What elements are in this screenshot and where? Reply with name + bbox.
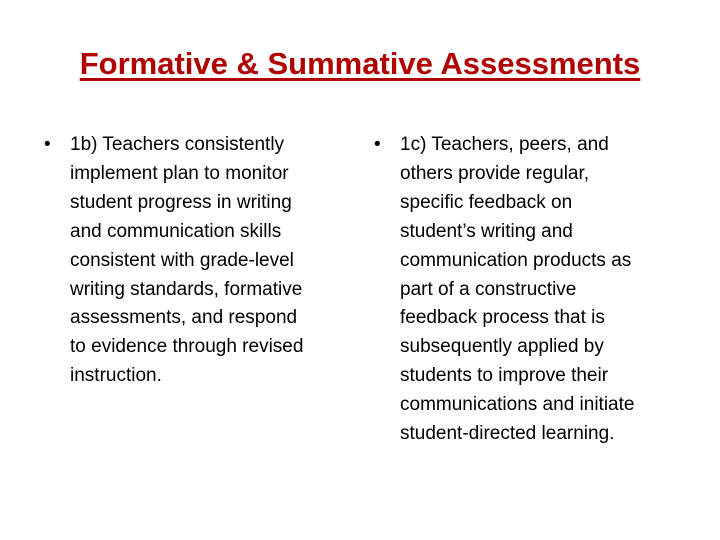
- text-line: communication products as: [400, 249, 632, 271]
- text-line: 1b) Teachers consistently: [70, 134, 285, 155]
- text-line: 1c) Teachers, peers, and: [400, 134, 609, 155]
- text-line: to evidence through revised: [70, 336, 304, 358]
- text-line: part of a constructive: [400, 278, 577, 300]
- text-line: specific feedback on: [400, 191, 573, 213]
- text-line: subsequently applied by: [400, 336, 604, 358]
- bullet-icon: •: [374, 134, 381, 155]
- text-line: student-directed learning.: [400, 423, 615, 445]
- text-line: and communication skills: [70, 220, 282, 242]
- bullet-1c: [374, 131, 635, 449]
- text-line: feedback process that is: [400, 307, 605, 329]
- text-line: consistent with grade-level: [70, 249, 294, 271]
- text-line: communications and initiate: [400, 394, 635, 416]
- text-line: others provide regular,: [400, 162, 590, 184]
- bullet-icon: •: [44, 134, 51, 155]
- bullet-1b: [44, 131, 304, 391]
- text-line: assessments, and respond: [70, 307, 298, 329]
- text-line: student progress in writing: [70, 191, 292, 213]
- text-line: writing standards, formative: [70, 278, 303, 300]
- text-line: students to improve their: [400, 365, 609, 387]
- slide-title-text: Formative & Summative Assessments: [79, 46, 641, 81]
- text-line: student’s writing and: [400, 220, 573, 242]
- text-line: instruction.: [70, 365, 162, 387]
- slide-title: [0, 46, 720, 82]
- text-line: implement plan to monitor: [70, 162, 289, 184]
